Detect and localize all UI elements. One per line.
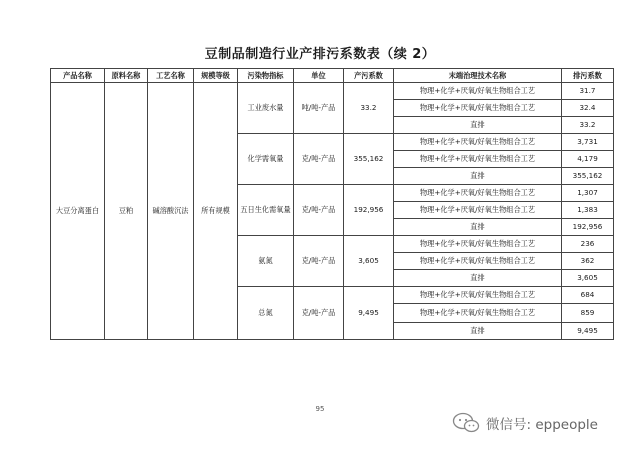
treatment-tech-cell: 物理+化学+厌氧/好氧生物组合工艺 bbox=[394, 287, 562, 304]
indicator-cell: 总氮 bbox=[238, 287, 294, 340]
production-coefficient-cell: 9,495 bbox=[344, 287, 394, 340]
unit-cell: 克/吨-产品 bbox=[294, 287, 344, 340]
emission-coefficient-cell: 1,307 bbox=[562, 185, 614, 202]
treatment-tech-cell: 物理+化学+厌氧/好氧生物组合工艺 bbox=[394, 185, 562, 202]
emission-coefficient-cell: 4,179 bbox=[562, 151, 614, 168]
emission-coefficient-cell: 31.7 bbox=[562, 83, 614, 100]
emission-coefficient-cell: 859 bbox=[562, 304, 614, 323]
emission-coefficient-cell: 3,731 bbox=[562, 134, 614, 151]
treatment-tech-cell: 物理+化学+厌氧/好氧生物组合工艺 bbox=[394, 236, 562, 253]
unit-cell: 克/吨-产品 bbox=[294, 134, 344, 185]
unit-cell: 吨/吨-产品 bbox=[294, 83, 344, 134]
watermark-text: 微信号: eppeople bbox=[486, 417, 598, 433]
emission-coefficient-cell: 33.2 bbox=[562, 117, 614, 134]
process-name-cell: 碱溶酸沉法 bbox=[148, 83, 194, 340]
treatment-tech-cell: 直排 bbox=[394, 219, 562, 236]
treatment-tech-cell: 物理+化学+厌氧/好氧生物组合工艺 bbox=[394, 253, 562, 270]
unit-cell: 克/吨-产品 bbox=[294, 185, 344, 236]
page-title: 豆制品制造行业产排污系数表（续 2） bbox=[204, 47, 436, 62]
treatment-tech-cell: 物理+化学+厌氧/好氧生物组合工艺 bbox=[394, 202, 562, 219]
production-coefficient-cell: 33.2 bbox=[344, 83, 394, 134]
material-name-cell: 豆粕 bbox=[105, 83, 148, 340]
indicator-cell: 氨氮 bbox=[238, 236, 294, 287]
production-coefficient-cell: 192,956 bbox=[344, 185, 394, 236]
treatment-tech-cell: 直排 bbox=[394, 323, 562, 340]
treatment-tech-cell: 物理+化学+厌氧/好氧生物组合工艺 bbox=[394, 100, 562, 117]
column-header: 规模等级 bbox=[194, 69, 238, 83]
column-header: 工艺名称 bbox=[148, 69, 194, 83]
table-row bbox=[51, 83, 614, 100]
emission-coefficient-cell: 9,495 bbox=[562, 323, 614, 340]
treatment-tech-cell: 直排 bbox=[394, 168, 562, 185]
treatment-tech-cell: 物理+化学+厌氧/好氧生物组合工艺 bbox=[394, 151, 562, 168]
scale-level-cell: 所有规模 bbox=[194, 83, 238, 340]
production-coefficient-cell: 3,605 bbox=[344, 236, 394, 287]
emission-coefficient-cell: 684 bbox=[562, 287, 614, 304]
indicator-cell: 五日生化需氧量 bbox=[238, 185, 294, 236]
wechat-icon bbox=[452, 412, 480, 434]
emission-coefficient-cell: 1,383 bbox=[562, 202, 614, 219]
column-header: 产品名称 bbox=[51, 69, 105, 83]
treatment-tech-cell: 物理+化学+厌氧/好氧生物组合工艺 bbox=[394, 134, 562, 151]
unit-cell: 克/吨-产品 bbox=[294, 236, 344, 287]
emission-coefficient-cell: 32.4 bbox=[562, 100, 614, 117]
emission-coefficient-cell: 192,956 bbox=[562, 219, 614, 236]
indicator-cell: 化学需氧量 bbox=[238, 134, 294, 185]
column-header: 原料名称 bbox=[105, 69, 148, 83]
page-number: 95 bbox=[315, 405, 325, 413]
indicator-cell: 工业废水量 bbox=[238, 83, 294, 134]
column-header: 产污系数 bbox=[344, 69, 394, 83]
emission-coefficient-cell: 362 bbox=[562, 253, 614, 270]
product-name-cell: 大豆分离蛋白 bbox=[51, 83, 105, 340]
emission-coefficient-cell: 236 bbox=[562, 236, 614, 253]
treatment-tech-cell: 物理+化学+厌氧/好氧生物组合工艺 bbox=[394, 304, 562, 323]
column-header: 末端治理技术名称 bbox=[394, 69, 562, 83]
pollution-coefficient-table bbox=[50, 68, 614, 340]
treatment-tech-cell: 直排 bbox=[394, 270, 562, 287]
header-row bbox=[51, 69, 614, 83]
production-coefficient-cell: 355,162 bbox=[344, 134, 394, 185]
column-header: 污染物指标 bbox=[238, 69, 294, 83]
column-header: 排污系数 bbox=[562, 69, 614, 83]
treatment-tech-cell: 物理+化学+厌氧/好氧生物组合工艺 bbox=[394, 83, 562, 100]
column-header: 单位 bbox=[294, 69, 344, 83]
emission-coefficient-cell: 355,162 bbox=[562, 168, 614, 185]
wechat-watermark bbox=[452, 412, 598, 434]
treatment-tech-cell: 直排 bbox=[394, 117, 562, 134]
emission-coefficient-cell: 3,605 bbox=[562, 270, 614, 287]
